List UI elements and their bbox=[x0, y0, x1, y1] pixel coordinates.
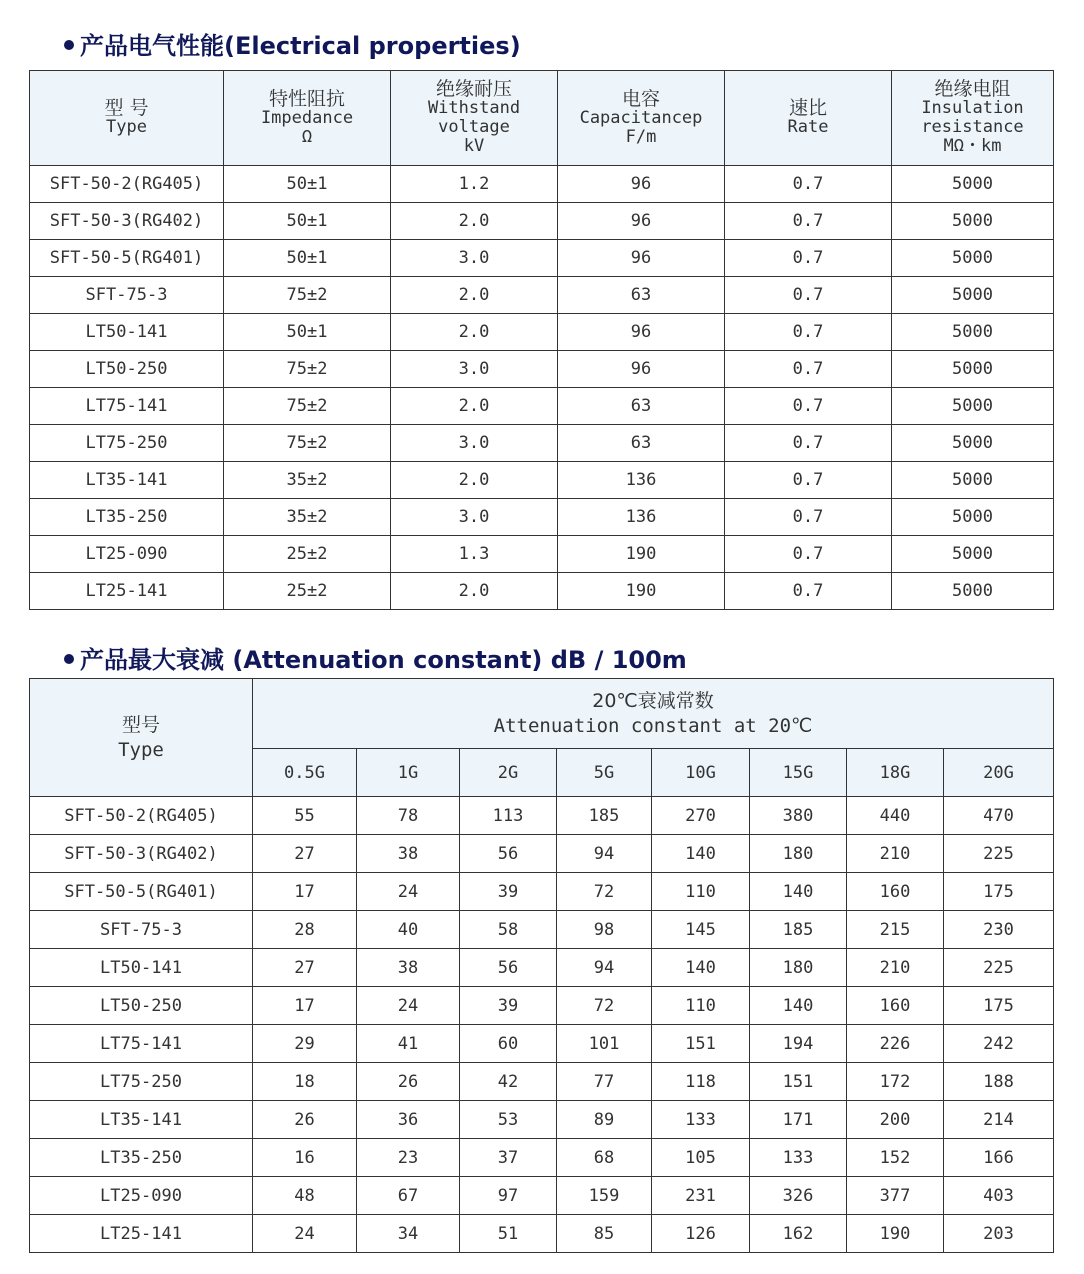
table-cell: LT25-090 bbox=[30, 1177, 253, 1215]
table-cell: 3.0 bbox=[391, 425, 558, 462]
table-cell: 39 bbox=[460, 873, 557, 911]
table-cell: LT50-141 bbox=[30, 949, 253, 987]
table-cell: 50±1 bbox=[224, 314, 391, 351]
table-cell: 25±2 bbox=[224, 536, 391, 573]
table-cell: 214 bbox=[944, 1101, 1054, 1139]
header-en: Rate bbox=[787, 117, 829, 137]
header-col-1 bbox=[224, 71, 391, 166]
header-col-3 bbox=[558, 71, 725, 166]
table-cell: 133 bbox=[750, 1139, 847, 1177]
table-cell: 96 bbox=[558, 203, 725, 240]
table-cell: 110 bbox=[652, 987, 750, 1025]
type-header bbox=[30, 679, 253, 797]
header-col-0 bbox=[30, 71, 224, 166]
table-cell: 40 bbox=[357, 911, 460, 949]
table-cell: 160 bbox=[847, 873, 944, 911]
table-cell: 96 bbox=[558, 166, 725, 203]
header-en: Insulation bbox=[921, 98, 1024, 118]
header-en: F/m bbox=[625, 126, 657, 147]
table-row bbox=[30, 573, 1054, 610]
electrical-properties-table bbox=[29, 70, 1054, 610]
header-col-5 bbox=[892, 71, 1054, 166]
table-row bbox=[30, 1177, 1054, 1215]
table-cell: 17 bbox=[253, 987, 357, 1025]
header-col-2 bbox=[391, 71, 558, 166]
header-en: Withstand bbox=[427, 98, 521, 118]
table-cell: SFT-50-5(RG401) bbox=[30, 240, 224, 277]
bullet-icon bbox=[64, 654, 74, 664]
table-cell: SFT-50-5(RG401) bbox=[30, 873, 253, 911]
header-en: Impedance bbox=[260, 107, 354, 128]
table-cell: LT35-250 bbox=[30, 1139, 253, 1177]
attenuation-table bbox=[29, 678, 1054, 1253]
table-cell: 38 bbox=[357, 949, 460, 987]
table-cell: 0.7 bbox=[725, 388, 892, 425]
table-row bbox=[30, 203, 1054, 240]
table-cell: LT35-141 bbox=[30, 1101, 253, 1139]
table-cell: 18 bbox=[253, 1063, 357, 1101]
freq-header: 10G bbox=[652, 749, 750, 797]
table-row bbox=[30, 351, 1054, 388]
table-cell: 126 bbox=[652, 1215, 750, 1253]
table-cell: 63 bbox=[558, 388, 725, 425]
table-cell: 26 bbox=[253, 1101, 357, 1139]
table-cell: 188 bbox=[944, 1063, 1054, 1101]
table-cell: 5000 bbox=[892, 462, 1054, 499]
table-cell: 42 bbox=[460, 1063, 557, 1101]
table-cell: 5000 bbox=[892, 240, 1054, 277]
table-cell: 5000 bbox=[892, 203, 1054, 240]
table-row bbox=[30, 462, 1054, 499]
table-cell: 0.7 bbox=[725, 314, 892, 351]
table-cell: 185 bbox=[557, 797, 652, 835]
attenuation-title bbox=[64, 640, 687, 675]
table-cell: 63 bbox=[558, 277, 725, 314]
table-cell: 1.3 bbox=[391, 536, 558, 573]
table-cell: 0.7 bbox=[725, 277, 892, 314]
table-cell: 166 bbox=[944, 1139, 1054, 1177]
table-cell: 0.7 bbox=[725, 240, 892, 277]
table-cell: 89 bbox=[557, 1101, 652, 1139]
table-cell: 136 bbox=[558, 499, 725, 536]
table-cell: 326 bbox=[750, 1177, 847, 1215]
table-cell: 5000 bbox=[892, 277, 1054, 314]
freq-header: 5G bbox=[557, 749, 652, 797]
table-cell: SFT-75-3 bbox=[30, 911, 253, 949]
header-cn: 电容 bbox=[621, 87, 660, 110]
table-cell: 175 bbox=[944, 873, 1054, 911]
header-en: Capacitancep bbox=[579, 107, 703, 128]
table-cell: 75±2 bbox=[224, 277, 391, 314]
table-cell: 34 bbox=[357, 1215, 460, 1253]
table-cell: 5000 bbox=[892, 314, 1054, 351]
table-row bbox=[30, 536, 1054, 573]
table-cell: 190 bbox=[558, 536, 725, 573]
table-cell: 98 bbox=[557, 911, 652, 949]
table-cell: 78 bbox=[357, 797, 460, 835]
table-cell: 3.0 bbox=[391, 351, 558, 388]
table-cell: SFT-50-2(RG405) bbox=[30, 166, 224, 203]
table-cell: 3.0 bbox=[391, 240, 558, 277]
table-cell: 48 bbox=[253, 1177, 357, 1215]
table-cell: 203 bbox=[944, 1215, 1054, 1253]
table-row bbox=[30, 1101, 1054, 1139]
table-cell: 24 bbox=[357, 873, 460, 911]
table-cell: 67 bbox=[357, 1177, 460, 1215]
freq-header: 18G bbox=[847, 749, 944, 797]
table-cell: 403 bbox=[944, 1177, 1054, 1215]
table-row bbox=[30, 1215, 1054, 1253]
table-cell: 2.0 bbox=[391, 388, 558, 425]
table-cell: 53 bbox=[460, 1101, 557, 1139]
table-row bbox=[30, 1025, 1054, 1063]
table-cell: 56 bbox=[460, 949, 557, 987]
table-row bbox=[30, 1063, 1054, 1101]
table-cell: 17 bbox=[253, 873, 357, 911]
table-cell: 56 bbox=[460, 835, 557, 873]
table-cell: 5000 bbox=[892, 573, 1054, 610]
table-row bbox=[30, 835, 1054, 873]
table-cell: 140 bbox=[652, 835, 750, 873]
attenuation-group-header bbox=[253, 679, 1054, 749]
table-cell: 194 bbox=[750, 1025, 847, 1063]
table-cell: LT50-250 bbox=[30, 987, 253, 1025]
table-row bbox=[30, 873, 1054, 911]
table-cell: SFT-50-2(RG405) bbox=[30, 797, 253, 835]
table-row bbox=[30, 949, 1054, 987]
table-cell: LT75-141 bbox=[30, 1025, 253, 1063]
table-cell: 226 bbox=[847, 1025, 944, 1063]
table-cell: 24 bbox=[357, 987, 460, 1025]
table-cell: 1.2 bbox=[391, 166, 558, 203]
type-header-cn: 型号 bbox=[121, 713, 160, 736]
electrical-header-row bbox=[30, 71, 1054, 166]
table-cell: SFT-50-3(RG402) bbox=[30, 203, 224, 240]
header-cn: 绝缘耐压 bbox=[435, 78, 512, 100]
table-cell: 113 bbox=[460, 797, 557, 835]
table-cell: 225 bbox=[944, 835, 1054, 873]
table-cell: 185 bbox=[750, 911, 847, 949]
table-cell: 0.7 bbox=[725, 425, 892, 462]
table-cell: 2.0 bbox=[391, 203, 558, 240]
table-row bbox=[30, 314, 1054, 351]
table-cell: 190 bbox=[847, 1215, 944, 1253]
table-cell: 2.0 bbox=[391, 573, 558, 610]
table-cell: 38 bbox=[357, 835, 460, 873]
table-cell: 110 bbox=[652, 873, 750, 911]
table-cell: LT75-141 bbox=[30, 388, 224, 425]
table-cell: LT50-250 bbox=[30, 351, 224, 388]
table-cell: 37 bbox=[460, 1139, 557, 1177]
table-cell: 5000 bbox=[892, 536, 1054, 573]
table-cell: 175 bbox=[944, 987, 1054, 1025]
table-cell: SFT-50-3(RG402) bbox=[30, 835, 253, 873]
table-cell: 172 bbox=[847, 1063, 944, 1101]
table-cell: LT50-141 bbox=[30, 314, 224, 351]
table-row bbox=[30, 166, 1054, 203]
table-cell: 0.7 bbox=[725, 351, 892, 388]
table-cell: 26 bbox=[357, 1063, 460, 1101]
table-row bbox=[30, 1139, 1054, 1177]
table-cell: 72 bbox=[557, 873, 652, 911]
table-cell: 55 bbox=[253, 797, 357, 835]
table-cell: 24 bbox=[253, 1215, 357, 1253]
table-cell: 101 bbox=[557, 1025, 652, 1063]
table-cell: 16 bbox=[253, 1139, 357, 1177]
table-row bbox=[30, 499, 1054, 536]
group-header-en: Attenuation constant at 20℃ bbox=[493, 714, 813, 737]
table-cell: 0.7 bbox=[725, 573, 892, 610]
header-en: resistance bbox=[921, 117, 1024, 137]
table-row bbox=[30, 240, 1054, 277]
table-cell: 2.0 bbox=[391, 462, 558, 499]
table-cell: 160 bbox=[847, 987, 944, 1025]
table-cell: 94 bbox=[557, 835, 652, 873]
table-cell: 96 bbox=[558, 351, 725, 388]
table-cell: 97 bbox=[460, 1177, 557, 1215]
header-en: kV bbox=[463, 136, 485, 156]
table-cell: 23 bbox=[357, 1139, 460, 1177]
table-cell: 5000 bbox=[892, 499, 1054, 536]
table-cell: 29 bbox=[253, 1025, 357, 1063]
table-cell: 35±2 bbox=[224, 499, 391, 536]
table-cell: 94 bbox=[557, 949, 652, 987]
table-cell: 41 bbox=[357, 1025, 460, 1063]
table-row bbox=[30, 797, 1054, 835]
table-row bbox=[30, 425, 1054, 462]
table-cell: 136 bbox=[558, 462, 725, 499]
table-cell: 27 bbox=[253, 949, 357, 987]
table-cell: 3.0 bbox=[391, 499, 558, 536]
table-cell: 118 bbox=[652, 1063, 750, 1101]
table-cell: 85 bbox=[557, 1215, 652, 1253]
header-en: voltage bbox=[438, 117, 510, 137]
table-cell: LT25-141 bbox=[30, 1215, 253, 1253]
table-cell: 0.7 bbox=[725, 203, 892, 240]
header-en: Type bbox=[106, 117, 147, 137]
table-cell: 162 bbox=[750, 1215, 847, 1253]
table-cell: 171 bbox=[750, 1101, 847, 1139]
table-cell: 36 bbox=[357, 1101, 460, 1139]
table-row bbox=[30, 277, 1054, 314]
table-cell: 35±2 bbox=[224, 462, 391, 499]
table-cell: 140 bbox=[652, 949, 750, 987]
table-cell: 39 bbox=[460, 987, 557, 1025]
freq-header: 0.5G bbox=[253, 749, 357, 797]
table-cell: 210 bbox=[847, 949, 944, 987]
electrical-properties-title-text: 产品电气性能(Electrical properties) bbox=[80, 32, 521, 60]
freq-header: 2G bbox=[460, 749, 557, 797]
table-cell: 230 bbox=[944, 911, 1054, 949]
table-cell: 270 bbox=[652, 797, 750, 835]
group-header-cn: 20℃衰减常数 bbox=[592, 689, 714, 712]
table-cell: 75±2 bbox=[224, 388, 391, 425]
table-cell: 210 bbox=[847, 835, 944, 873]
table-cell: 190 bbox=[558, 573, 725, 610]
table-cell: 140 bbox=[750, 873, 847, 911]
table-cell: 5000 bbox=[892, 166, 1054, 203]
freq-header: 1G bbox=[357, 749, 460, 797]
table-cell: 380 bbox=[750, 797, 847, 835]
table-cell: 180 bbox=[750, 835, 847, 873]
table-cell: LT35-141 bbox=[30, 462, 224, 499]
table-cell: 63 bbox=[558, 425, 725, 462]
header-cn: 特性阻抗 bbox=[268, 87, 345, 110]
freq-header: 15G bbox=[750, 749, 847, 797]
table-cell: LT35-250 bbox=[30, 499, 224, 536]
table-cell: 27 bbox=[253, 835, 357, 873]
header-col-4 bbox=[725, 71, 892, 166]
table-cell: 0.7 bbox=[725, 166, 892, 203]
table-cell: 242 bbox=[944, 1025, 1054, 1063]
table-cell: 25±2 bbox=[224, 573, 391, 610]
table-row bbox=[30, 388, 1054, 425]
table-cell: LT25-090 bbox=[30, 536, 224, 573]
table-cell: 200 bbox=[847, 1101, 944, 1139]
table-row bbox=[30, 911, 1054, 949]
attenuation-header-row bbox=[30, 679, 1054, 749]
table-cell: 2.0 bbox=[391, 314, 558, 351]
table-cell: 470 bbox=[944, 797, 1054, 835]
table-cell: LT25-141 bbox=[30, 573, 224, 610]
table-cell: 180 bbox=[750, 949, 847, 987]
table-cell: 50±1 bbox=[224, 203, 391, 240]
table-cell: 75±2 bbox=[224, 351, 391, 388]
table-cell: 215 bbox=[847, 911, 944, 949]
header-en: MΩ・km bbox=[943, 136, 1002, 156]
table-cell: 140 bbox=[750, 987, 847, 1025]
table-cell: 77 bbox=[557, 1063, 652, 1101]
table-cell: 151 bbox=[652, 1025, 750, 1063]
table-cell: 145 bbox=[652, 911, 750, 949]
table-cell: 133 bbox=[652, 1101, 750, 1139]
attenuation-title-text: 产品最大衰减 (Attenuation constant) dB / 100m bbox=[80, 646, 687, 674]
header-cn: 型 号 bbox=[104, 97, 149, 119]
table-cell: 159 bbox=[557, 1177, 652, 1215]
table-cell: SFT-75-3 bbox=[30, 277, 224, 314]
table-cell: 2.0 bbox=[391, 277, 558, 314]
table-cell: 68 bbox=[557, 1139, 652, 1177]
electrical-properties-title bbox=[64, 26, 521, 61]
table-cell: 50±1 bbox=[224, 240, 391, 277]
header-cn: 绝缘电阻 bbox=[934, 78, 1011, 100]
table-cell: 51 bbox=[460, 1215, 557, 1253]
table-cell: 225 bbox=[944, 949, 1054, 987]
table-cell: 96 bbox=[558, 240, 725, 277]
table-cell: 152 bbox=[847, 1139, 944, 1177]
type-header-en: Type bbox=[118, 738, 164, 761]
table-cell: 50±1 bbox=[224, 166, 391, 203]
freq-header: 20G bbox=[944, 749, 1054, 797]
table-cell: 0.7 bbox=[725, 499, 892, 536]
table-cell: 60 bbox=[460, 1025, 557, 1063]
table-cell: 0.7 bbox=[725, 462, 892, 499]
table-cell: 28 bbox=[253, 911, 357, 949]
table-cell: 58 bbox=[460, 911, 557, 949]
table-row bbox=[30, 987, 1054, 1025]
table-cell: 231 bbox=[652, 1177, 750, 1215]
header-cn: 速比 bbox=[788, 97, 827, 119]
table-cell: 72 bbox=[557, 987, 652, 1025]
table-cell: LT75-250 bbox=[30, 425, 224, 462]
header-en: Ω bbox=[301, 126, 313, 147]
table-cell: 5000 bbox=[892, 388, 1054, 425]
bullet-icon bbox=[64, 40, 74, 50]
table-cell: 440 bbox=[847, 797, 944, 835]
table-cell: 377 bbox=[847, 1177, 944, 1215]
table-cell: 96 bbox=[558, 314, 725, 351]
table-cell: 75±2 bbox=[224, 425, 391, 462]
table-cell: 5000 bbox=[892, 351, 1054, 388]
table-cell: 5000 bbox=[892, 425, 1054, 462]
table-cell: 151 bbox=[750, 1063, 847, 1101]
table-cell: LT75-250 bbox=[30, 1063, 253, 1101]
table-cell: 0.7 bbox=[725, 536, 892, 573]
table-cell: 105 bbox=[652, 1139, 750, 1177]
